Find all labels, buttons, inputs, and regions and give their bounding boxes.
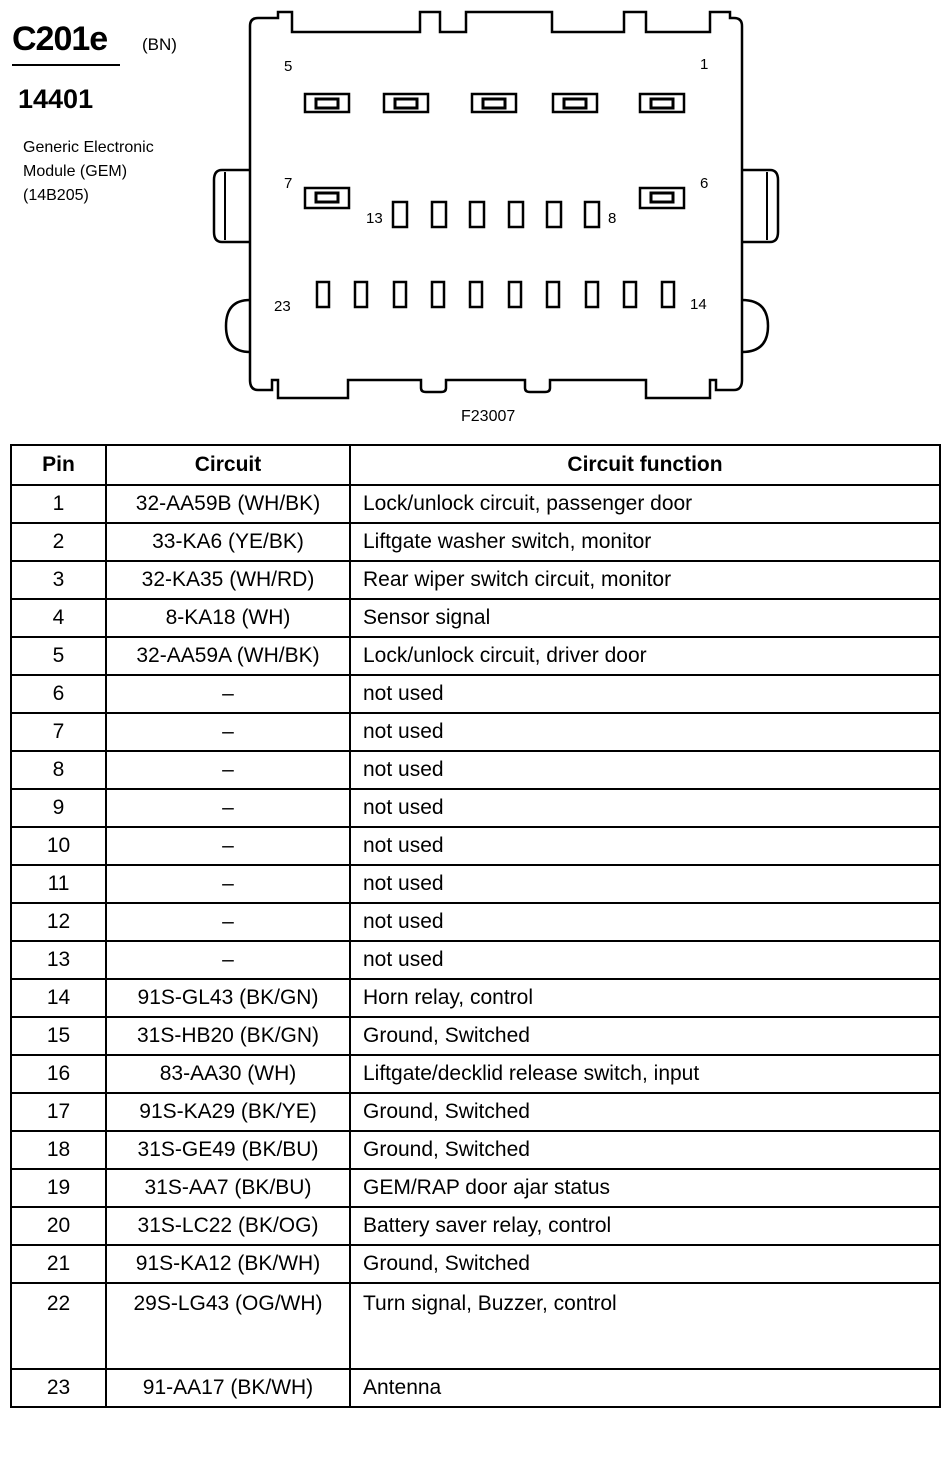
function-cell: Liftgate/decklid release switch, input bbox=[350, 1055, 940, 1093]
table-row bbox=[11, 599, 940, 637]
pin-number-cell: 8 bbox=[11, 751, 106, 789]
connector-color-code: (BN) bbox=[142, 35, 177, 54]
table-row bbox=[11, 1055, 940, 1093]
pin-number-cell: 7 bbox=[11, 713, 106, 751]
pin-number-cell: 22 bbox=[11, 1283, 106, 1369]
pin-number-cell: 1 bbox=[11, 485, 106, 523]
table-row bbox=[11, 485, 940, 523]
table-row bbox=[11, 1093, 940, 1131]
pin-number-cell: 18 bbox=[11, 1131, 106, 1169]
table-row bbox=[11, 713, 940, 751]
pin-number-cell: 5 bbox=[11, 637, 106, 675]
table-row bbox=[11, 751, 940, 789]
pin-number-cell: 21 bbox=[11, 1245, 106, 1283]
function-cell: Liftgate washer switch, monitor bbox=[350, 523, 940, 561]
pin-label-8: 8 bbox=[608, 210, 617, 227]
circuit-cell: – bbox=[106, 941, 350, 979]
circuit-cell: 32-AA59B (WH/BK) bbox=[106, 485, 350, 523]
pinout-table-body bbox=[11, 485, 940, 1407]
table-row bbox=[11, 903, 940, 941]
table-row bbox=[11, 1207, 940, 1245]
function-cell: not used bbox=[350, 903, 940, 941]
circuit-cell: – bbox=[106, 903, 350, 941]
pin-number-cell: 6 bbox=[11, 675, 106, 713]
table-row bbox=[11, 1245, 940, 1283]
circuit-cell: 33-KA6 (YE/BK) bbox=[106, 523, 350, 561]
circuit-cell: 83-AA30 (WH) bbox=[106, 1055, 350, 1093]
circuit-cell: – bbox=[106, 865, 350, 903]
circuit-cell: 91-AA17 (BK/WH) bbox=[106, 1369, 350, 1407]
circuit-cell: 91S-KA29 (BK/YE) bbox=[106, 1093, 350, 1131]
circuit-cell: 91S-KA12 (BK/WH) bbox=[106, 1245, 350, 1283]
function-cell: GEM/RAP door ajar status bbox=[350, 1169, 940, 1207]
circuit-cell: – bbox=[106, 827, 350, 865]
function-cell: not used bbox=[350, 751, 940, 789]
function-cell: Lock/unlock circuit, driver door bbox=[350, 637, 940, 675]
function-cell: not used bbox=[350, 789, 940, 827]
pin-number-cell: 15 bbox=[11, 1017, 106, 1055]
circuit-cell: 31S-AA7 (BK/BU) bbox=[106, 1169, 350, 1207]
pin-number-cell: 23 bbox=[11, 1369, 106, 1407]
pin-number-cell: 4 bbox=[11, 599, 106, 637]
circuit-cell: 32-KA35 (WH/RD) bbox=[106, 561, 350, 599]
pin-label-23: 23 bbox=[274, 298, 291, 315]
pin-number-cell: 13 bbox=[11, 941, 106, 979]
pin-number-cell: 11 bbox=[11, 865, 106, 903]
table-header-row bbox=[11, 445, 940, 485]
function-cell: Ground, Switched bbox=[350, 1093, 940, 1131]
pin-number-cell: 10 bbox=[11, 827, 106, 865]
circuit-cell: 31S-HB20 (BK/GN) bbox=[106, 1017, 350, 1055]
circuit-cell: 32-AA59A (WH/BK) bbox=[106, 637, 350, 675]
pin-number-cell: 12 bbox=[11, 903, 106, 941]
table-row bbox=[11, 1169, 940, 1207]
circuit-cell: 31S-LC22 (BK/OG) bbox=[106, 1207, 350, 1245]
right-latch bbox=[742, 170, 778, 242]
connector-body bbox=[250, 12, 742, 398]
function-cell: Horn relay, control bbox=[350, 979, 940, 1017]
function-cell: Ground, Switched bbox=[350, 1245, 940, 1283]
function-cell: Battery saver relay, control bbox=[350, 1207, 940, 1245]
pin-label-5: 5 bbox=[284, 58, 293, 75]
left-bump bbox=[226, 300, 250, 352]
description-line: Generic Electronic bbox=[23, 139, 154, 156]
table-row bbox=[11, 1369, 940, 1407]
bottom-row-cavities bbox=[317, 282, 674, 307]
function-cell: not used bbox=[350, 713, 940, 751]
function-cell: not used bbox=[350, 865, 940, 903]
circuit-cell: 8-KA18 (WH) bbox=[106, 599, 350, 637]
function-cell: Ground, Switched bbox=[350, 1131, 940, 1169]
figure-id: F23007 bbox=[461, 408, 516, 425]
right-bump bbox=[742, 300, 768, 352]
pin-number-cell: 14 bbox=[11, 979, 106, 1017]
circuit-cell: 91S-GL43 (BK/GN) bbox=[106, 979, 350, 1017]
pin-label-7: 7 bbox=[284, 175, 293, 192]
table-row bbox=[11, 865, 940, 903]
table-row bbox=[11, 1131, 940, 1169]
table-row bbox=[11, 675, 940, 713]
pin-number-cell: 17 bbox=[11, 1093, 106, 1131]
pin-number-cell: 3 bbox=[11, 561, 106, 599]
table-row bbox=[11, 827, 940, 865]
part-number: 14401 bbox=[18, 84, 94, 114]
table-row bbox=[11, 941, 940, 979]
circuit-cell: – bbox=[106, 789, 350, 827]
column-header-circuit: Circuit bbox=[106, 445, 350, 485]
pin-label-1: 1 bbox=[700, 56, 709, 73]
pin-number-cell: 19 bbox=[11, 1169, 106, 1207]
pinout-table bbox=[10, 444, 941, 1408]
function-cell: Lock/unlock circuit, passenger door bbox=[350, 485, 940, 523]
function-cell: Rear wiper switch circuit, monitor bbox=[350, 561, 940, 599]
table-row bbox=[11, 637, 940, 675]
table-row bbox=[11, 1017, 940, 1055]
table-row bbox=[11, 979, 940, 1017]
table-row bbox=[11, 1283, 940, 1369]
connector-id: C201e bbox=[12, 20, 108, 58]
top-row-cavities bbox=[305, 94, 684, 112]
function-cell: Turn signal, Buzzer, control bbox=[350, 1283, 940, 1369]
left-latch bbox=[214, 170, 250, 242]
table-row bbox=[11, 789, 940, 827]
function-cell: Antenna bbox=[350, 1369, 940, 1407]
description-line: (14B205) bbox=[23, 187, 89, 204]
function-cell: not used bbox=[350, 941, 940, 979]
table-row bbox=[11, 561, 940, 599]
table-row bbox=[11, 523, 940, 561]
connector-face-diagram bbox=[0, 0, 950, 440]
pin-number-cell: 20 bbox=[11, 1207, 106, 1245]
circuit-cell: 31S-GE49 (BK/BU) bbox=[106, 1131, 350, 1169]
pin-label-6: 6 bbox=[700, 175, 709, 192]
function-cell: Ground, Switched bbox=[350, 1017, 940, 1055]
function-cell: not used bbox=[350, 675, 940, 713]
function-cell: not used bbox=[350, 827, 940, 865]
circuit-cell: – bbox=[106, 713, 350, 751]
circuit-cell: – bbox=[106, 751, 350, 789]
pin-number-cell: 9 bbox=[11, 789, 106, 827]
circuit-cell: – bbox=[106, 675, 350, 713]
description-line: Module (GEM) bbox=[23, 163, 128, 180]
middle-row-cavities bbox=[305, 188, 684, 227]
pin-number-cell: 2 bbox=[11, 523, 106, 561]
pin-label-14: 14 bbox=[690, 296, 707, 313]
circuit-cell: 29S-LG43 (OG/WH) bbox=[106, 1283, 350, 1369]
function-cell: Sensor signal bbox=[350, 599, 940, 637]
column-header-function: Circuit function bbox=[350, 445, 940, 485]
pin-label-13: 13 bbox=[366, 210, 383, 227]
column-header-pin: Pin bbox=[11, 445, 106, 485]
pin-number-cell: 16 bbox=[11, 1055, 106, 1093]
